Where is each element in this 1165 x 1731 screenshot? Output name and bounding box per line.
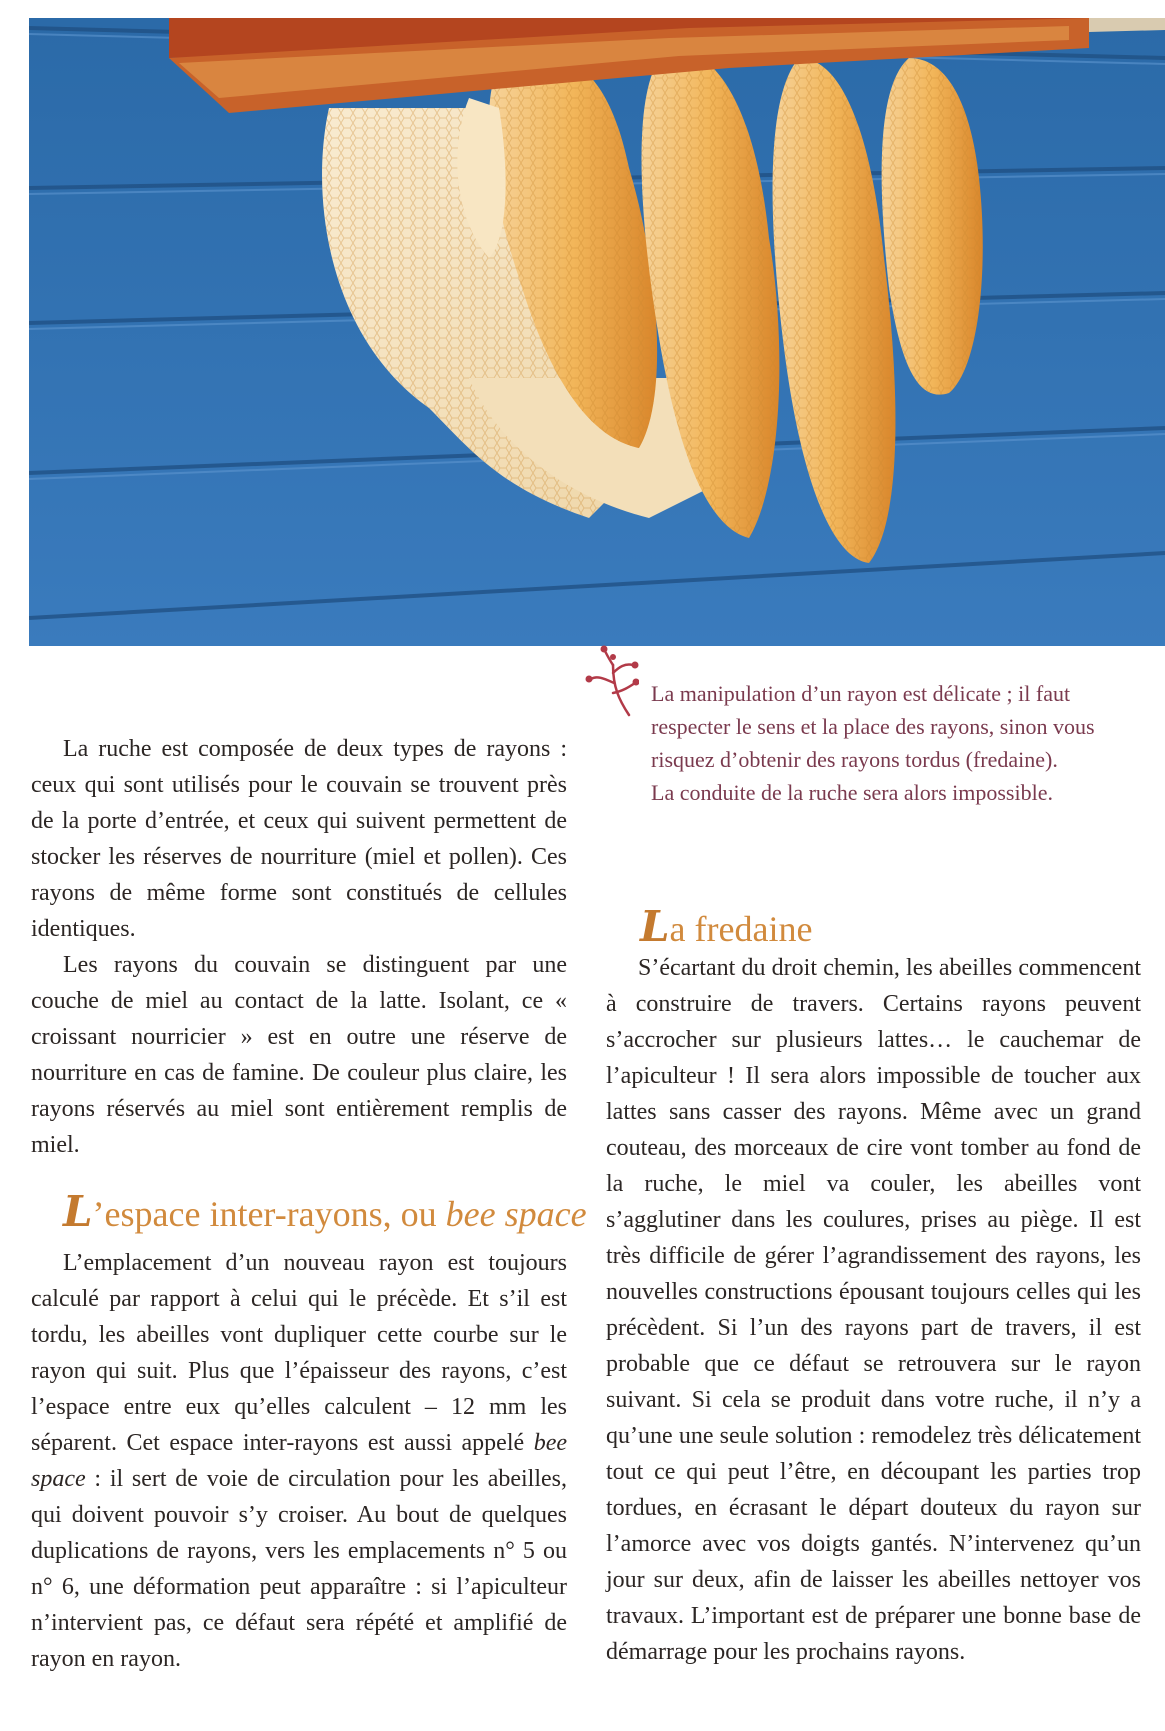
paragraph: La ruche est composée de deux types de rayons : ceux qui sont utilisés pour le couvain se trouvent près de la porte d’entrée, et ceux qui suivent permettent de stocker les réserves de nourriture (miel et pollen). Ces rayons de même forme sont constitués de cellules identiques. [31,736,567,942]
heading-dropcap: L [640,902,670,951]
left-column-continued [31,1245,567,1677]
berry-sprig-icon [583,645,639,719]
paragraph: Les rayons du couvain se distinguent par une couche de miel au contact de la latte. Isolant, ce « croissant nourricier » est en outre une réserve de nourriture en cas de famine. De couleur plus claire, les rayons réservés au miel sont entièrement remplis de miel. [31,952,567,1158]
section-heading-fredaine [640,902,1040,951]
italic-term: bee space [31,1430,567,1492]
paragraph: S’écartant du droit chemin, les abeilles commencent à construire de travers. Certains rayons peuvent s’accrocher sur plusieurs lattes… le cauchemar de l’apiculteur ! Il sera alors impossible de toucher aux lattes sans casser des rayons. Même avec un grand couteau, des morceaux de cire vont tomber au fond de la ruche, le miel va couler, les abeilles vont s’agglutiner dans les coulures, prises au piège. Il est très difficile de gérer l’agrandissement des rayons, les nouvelles constructions épousant toujours celles qui les précèdent. Si l’un des rayons part de travers, il est probable que ce défaut se retrouvera sur le rayon suivant. Si cela se produit dans votre ruche, il n’y a qu’une une seule solution : remodelez très délicatement tout ce qui peut l’être, en découpant les parties trop tordues, en écrasant le départ douteux du rayon sur l’amorce avec vos doigts gantés. N’intervenez qu’un jour sur deux, afin de laisser les abeilles nettoyer vos travaux. L’important est de préparer une bonne base de démarrage pour les prochains rayons. [606,955,1141,1665]
heading-text: a fredaine [669,909,813,949]
heading-italic-text: bee space [445,1194,587,1234]
note-line: La conduite de la ruche sera alors impossible. [651,780,1053,805]
paragraph-text: L’emplacement d’un nouveau rayon est toujours calculé par rapport à celui qui le précède. Et s’il est tordu, les abeilles vont dupliquer cette courbe sur le rayon qui suit. Plus que l’épaisseur des rayons, c’est l’espace entre eux qu’elles calculent – 12 mm les séparent. Cet espace inter-rayons est aussi appelé [31,1250,567,1456]
note-line: risquez d’obtenir des rayons tordus (fredaine). [651,747,1058,772]
note-line: La manipulation d’un rayon est délicate ; il faut [651,681,1071,706]
honeycomb-photo [29,18,1165,646]
paragraph-text: : il sert de voie de circulation pour les abeilles, qui doivent pouvoir s’y croiser. Au bout de quelques duplications de rayons, vers les emplacements n° 5 ou n° 6, une déformation peut apparaître : si l’apiculteur n’intervient pas, ce défaut sera répété et amplifié de rayon en rayon. [31,1466,567,1672]
heading-dropcap: L [63,1187,93,1236]
side-note [651,677,1151,809]
right-column [606,950,1141,1670]
paragraph [31,1245,567,1677]
heading-text: ’espace inter-rayons, ou [92,1194,446,1234]
note-line: respecter le sens et la place des rayons, sinon vous [651,714,1095,739]
section-heading-bee-space [63,1187,587,1236]
